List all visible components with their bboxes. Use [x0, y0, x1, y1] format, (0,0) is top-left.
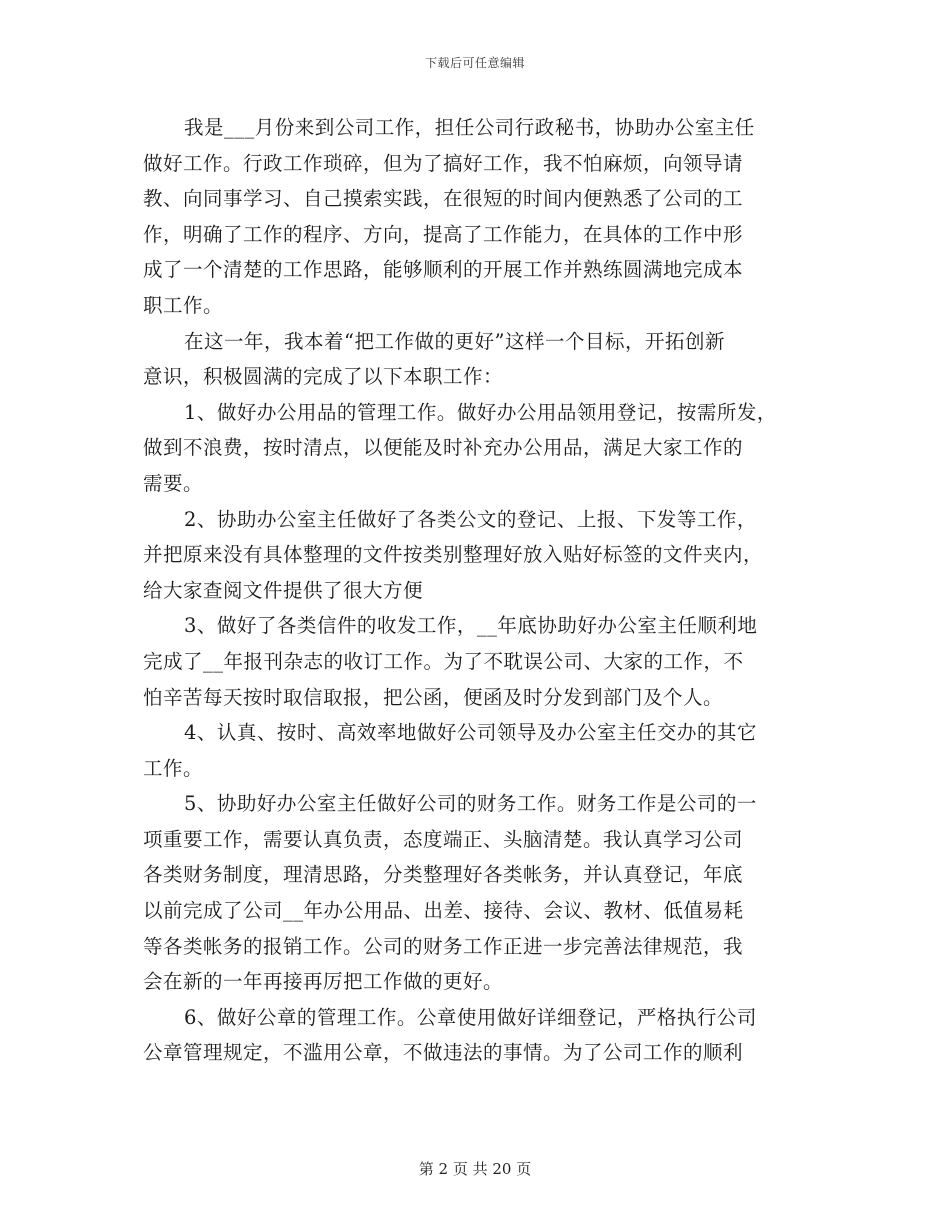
paragraph-line: 在这一年，我本着“把工作做的更好”这样一个目标，开拓创新 — [184, 329, 725, 353]
paragraph-line: 做好工作。行政工作琐碎，但为了搞好工作，我不怕麻烦，向领导请 — [143, 151, 744, 175]
paragraph-line: 各类财务制度，理清思路，分类整理好各类帐务，并认真登记，年底 — [143, 863, 744, 887]
paragraph-line: 我是___月份来到公司工作，担任公司行政秘书，协助办公室主任 — [184, 116, 755, 139]
paragraph-line: 怕辛苦每天按时取信取报，把公函，便函及时分发到部门及个人。 — [143, 685, 724, 709]
paragraph-line: 1、做好办公用品的管理工作。做好办公用品领用登记，按需所发， — [184, 400, 777, 424]
paragraph-line: 5、协助好办公室主任做好公司的财务工作。财务工作是公司的一 — [184, 792, 757, 816]
paragraph-line: 2、协助办公室主任做好了各类公文的登记、上报、下发等工作， — [184, 507, 757, 531]
paragraph-line: 并把原来没有具体整理的文件按类别整理好放入贴好标签的文件夹内， — [143, 543, 764, 567]
paragraph-line: 成了一个清楚的工作思路，能够顺利的开展工作并熟练圆满地完成本 — [143, 258, 744, 282]
paragraph-line: 作，明确了工作的程序、方向，提高了工作能力，在具体的工作中形 — [143, 222, 744, 246]
page-header-note: 下载后可任意编辑 — [424, 56, 525, 70]
paragraph-line: 4、认真、按时、高效率地做好公司领导及办公室主任交办的其它 — [184, 721, 757, 745]
paragraph-line: 会在新的一年再接再厉把工作做的更好。 — [143, 970, 504, 994]
paragraph-line: 工作。 — [143, 756, 204, 780]
document-body — [143, 110, 823, 1071]
paragraph-line: 意识，积极圆满的完成了以下本职工作： — [143, 365, 504, 389]
page-number-footer: 第 2 页 共 20 页 — [418, 1160, 532, 1178]
paragraph-line: 项重要工作，需要认真负责，态度端正、头脑清楚。我认真学习公司 — [143, 827, 744, 851]
paragraph-line: 需要。 — [143, 471, 204, 495]
paragraph-line: 6、做好公章的管理工作。公章使用做好详细登记，严格执行公司 — [184, 1005, 757, 1029]
paragraph-line: 3、做好了各类信件的收发工作，__年底协助好办公室主任顺利地 — [184, 614, 758, 638]
paragraph-line: 给大家查阅文件提供了很大方便 — [143, 578, 424, 602]
paragraph-line: 公章管理规定，不滥用公章，不做违法的事情。为了公司工作的顺利 — [143, 1041, 744, 1065]
paragraph-line: 等各类帐务的报销工作。公司的财务工作正进一步完善法律规范，我 — [143, 934, 744, 958]
paragraph-line: 职工作。 — [143, 293, 224, 317]
paragraph-line: 教、向同事学习、自己摸索实践，在很短的时间内便熟悉了公司的工 — [143, 187, 744, 211]
paragraph-line: 以前完成了公司__年办公用品、出差、接待、会议、教材、低值易耗 — [143, 899, 744, 923]
paragraph-line: 完成了__年报刊杂志的收订工作。为了不耽误公司、大家的工作，不 — [143, 649, 744, 673]
paragraph-line: 做到不浪费，按时清点，以便能及时补充办公用品，满足大家工作的 — [143, 436, 744, 460]
